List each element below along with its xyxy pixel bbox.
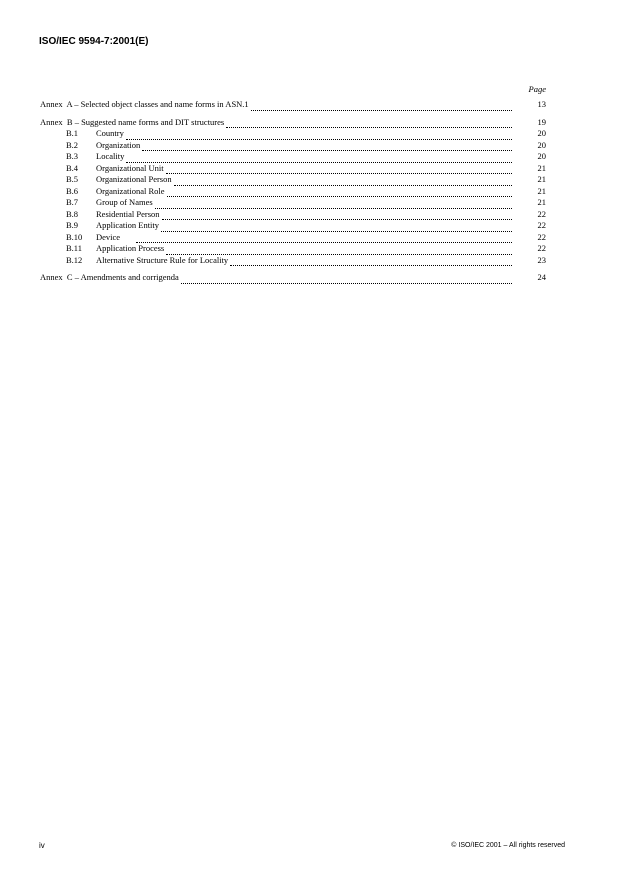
toc-entry-title: Locality [96, 151, 125, 161]
toc-entry-page: 22 [537, 208, 546, 219]
toc-entry-title: Application Process [96, 243, 165, 253]
toc-entry-annex-b[interactable] [40, 117, 546, 129]
toc-leader-dots [162, 212, 512, 220]
table-of-contents [40, 99, 546, 284]
toc-entry-number: B.11 [66, 243, 82, 253]
toc-entry-number: B.2 [66, 139, 79, 150]
toc-entry-title: Annex C – Amendments and corrigenda [40, 272, 179, 282]
toc-entry-page: 20 [537, 151, 546, 161]
toc-entry-page: 22 [537, 220, 546, 230]
toc-entry-title: Annex A – Selected object classes and name forms in ASN.1 [40, 99, 249, 109]
toc-entry-b6[interactable] [40, 186, 546, 198]
toc-entry-b3[interactable] [40, 151, 546, 163]
toc-entry-number: B.10 [66, 231, 83, 242]
toc-leader-dots [166, 166, 512, 174]
toc-entry-page: 21 [537, 174, 546, 184]
toc-entry-page: 21 [537, 162, 546, 173]
toc-entry-b8[interactable] [40, 209, 546, 221]
toc-leader-dots [230, 258, 512, 266]
toc-entry-page: 24 [537, 272, 546, 282]
toc-leader-dots [226, 120, 512, 128]
toc-entry-title: Organizational Person [96, 174, 172, 184]
toc-entry-annex-c[interactable] [40, 272, 546, 284]
toc-entry-page: 22 [537, 243, 546, 253]
toc-entry-number: B.3 [66, 151, 79, 161]
toc-entry-number: B.7 [66, 197, 79, 207]
toc-entry-b4[interactable] [40, 163, 546, 175]
toc-leader-dots [136, 235, 512, 243]
toc-entry-page: 13 [537, 99, 546, 109]
toc-leader-dots [166, 247, 512, 255]
toc-entry-annex-a[interactable] [40, 99, 546, 111]
toc-entry-b12[interactable] [40, 255, 546, 267]
toc-leader-dots [142, 143, 512, 151]
toc-entry-page: 20 [537, 139, 546, 150]
toc-page-column-label: Page [528, 84, 546, 94]
toc-entry-number: B.12 [66, 254, 83, 265]
toc-leader-dots [174, 178, 512, 186]
document-header: ISO/IEC 9594-7:2001(E) [39, 36, 149, 47]
toc-leader-dots [161, 224, 512, 232]
toc-entry-title: Device [96, 231, 121, 242]
toc-entry-number: B.4 [66, 162, 79, 173]
toc-entry-page: 21 [537, 185, 546, 196]
toc-entry-title: Group of Names [96, 197, 153, 207]
toc-leader-dots [126, 132, 512, 140]
toc-entry-title: Organization [96, 139, 141, 150]
toc-leader-dots [181, 276, 512, 284]
toc-entry-page: 23 [537, 254, 546, 265]
toc-entry-title: Organizational Role [96, 185, 165, 196]
toc-entry-page: 21 [537, 197, 546, 207]
toc-entry-title: Annex B – Suggested name forms and DIT structures [40, 116, 225, 127]
toc-entry-number: B.9 [66, 220, 79, 230]
toc-entry-title: Application Entity [96, 220, 160, 230]
toc-entry-number: B.6 [66, 185, 79, 196]
toc-entry-page: 22 [537, 231, 546, 242]
toc-leader-dots [251, 103, 512, 111]
toc-entry-title: Alternative Structure Rule for Locality [96, 254, 229, 265]
toc-entry-b10[interactable] [40, 232, 546, 244]
toc-entry-b7[interactable] [40, 197, 546, 209]
toc-entry-page: 20 [537, 128, 546, 138]
toc-leader-dots [126, 155, 512, 163]
toc-leader-dots [167, 189, 512, 197]
toc-entry-number: B.8 [66, 208, 79, 219]
toc-entry-b1[interactable] [40, 128, 546, 140]
toc-entry-b5[interactable] [40, 174, 546, 186]
toc-entry-number: B.1 [66, 128, 79, 138]
toc-leader-dots [155, 201, 512, 209]
toc-entry-title: Residential Person [96, 208, 160, 219]
footer-copyright: © ISO/IEC 2001 – All rights reserved [451, 842, 565, 849]
toc-entry-number: B.5 [66, 174, 79, 184]
toc-entry-b11[interactable] [40, 243, 546, 255]
footer-page-number: iv [39, 841, 45, 850]
toc-entry-b2[interactable] [40, 140, 546, 152]
toc-entry-title: Country [96, 128, 124, 138]
toc-entry-page: 19 [537, 116, 546, 127]
toc-entry-title: Organizational Unit [96, 162, 164, 173]
toc-entry-b9[interactable] [40, 220, 546, 232]
